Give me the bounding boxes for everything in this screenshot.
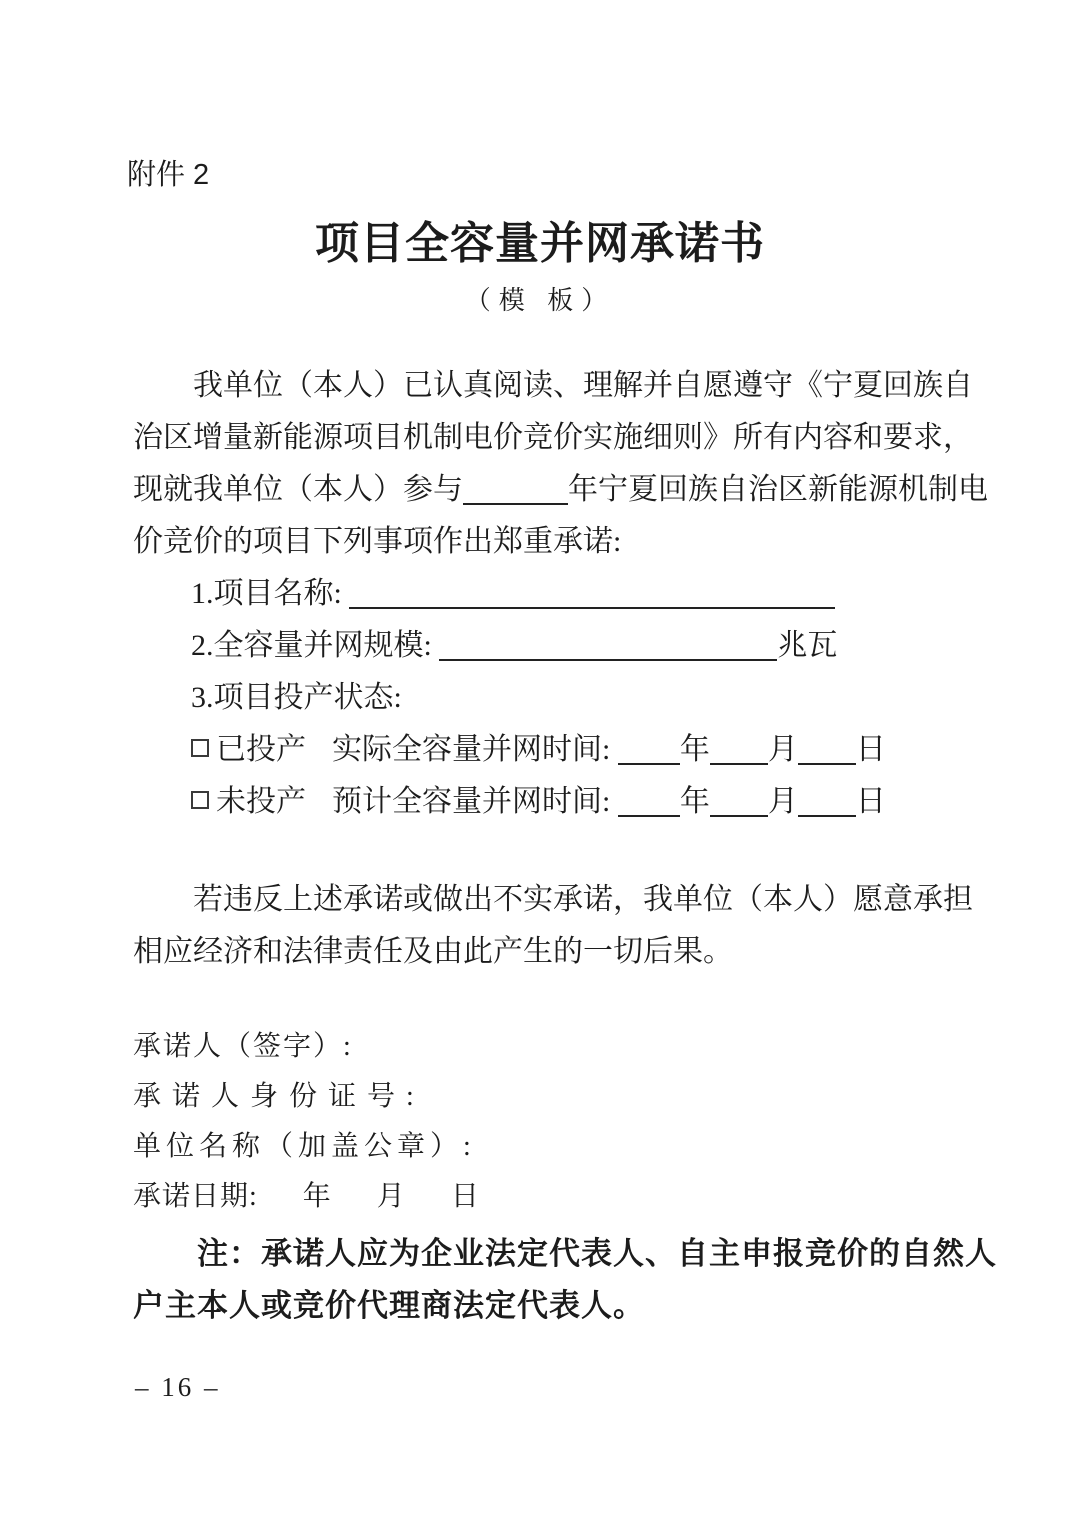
commitment-date-line [133, 1172, 953, 1222]
not-commissioned-label: 未投产 [216, 785, 306, 818]
capacity-blank-field[interactable] [439, 659, 777, 661]
signer-label: 承诺人（签字）: [133, 1031, 353, 1062]
bid-year-blank-field[interactable] [463, 503, 568, 505]
commissioned-day-blank-field[interactable] [798, 763, 856, 765]
page-subtitle: （模 板） [464, 286, 616, 315]
intro-line-3-before: 现就我单位（本人）参与 [133, 473, 463, 506]
note-line-2: 户主本人或竞价代理商法定代表人。 [133, 1288, 645, 1323]
commissioned-checkbox[interactable] [191, 739, 209, 757]
day-unit-label: 日 [855, 733, 886, 766]
item-project-name [133, 568, 953, 620]
body-text [133, 360, 988, 828]
not-commissioned-month-blank-field[interactable] [710, 815, 768, 817]
commissioned-label: 已投产 [216, 733, 306, 766]
item-capacity-label: 2.全容量并网规模: [191, 629, 432, 662]
note-line-1: 注：承诺人应为企业法定代表人、自主申报竞价的自然人 [197, 1236, 997, 1271]
year-unit-label: 年 [679, 733, 710, 766]
month-unit-label: 月 [767, 733, 798, 766]
intro-line-4: 价竞价的项目下列事项作出郑重承诺: [133, 525, 622, 558]
not-commissioned-year-blank-field[interactable] [618, 815, 680, 817]
capacity-unit-label: 兆瓦 [777, 629, 838, 662]
consequence-line-1: 若违反上述承诺或做出不实承诺，我单位（本人）愿意承担 [193, 883, 973, 916]
not-commissioned-day-blank-field[interactable] [798, 815, 856, 817]
day-unit-label: 日 [450, 1181, 480, 1212]
intro-line-2: 治区增量新能源项目机制电价竞价实施细则》所有内容和要求， [133, 421, 973, 454]
month-unit-label: 月 [767, 785, 798, 818]
attachment-label: 附件 2 [127, 159, 210, 191]
day-unit-label: 日 [855, 785, 886, 818]
project-name-blank-field[interactable] [349, 607, 835, 609]
signer-id-label: 承诺人身份证号: [133, 1081, 425, 1112]
commissioned-time-label: 实际全容量并网时间: [332, 733, 611, 766]
item-capacity [133, 620, 953, 672]
intro-line-3 [133, 464, 988, 516]
signature-block [133, 1022, 953, 1222]
status-option-commissioned [133, 724, 953, 776]
not-commissioned-checkbox[interactable] [191, 791, 209, 809]
year-unit-label: 年 [302, 1181, 332, 1212]
consequence-line-2: 相应经济和法律责任及由此产生的一切后果。 [133, 935, 733, 968]
item-project-name-label: 1.项目名称: [191, 577, 342, 610]
year-unit-label: 年 [679, 785, 710, 818]
month-unit-label: 月 [376, 1181, 406, 1212]
page-number: – 16 – [135, 1372, 221, 1402]
commissioned-year-blank-field[interactable] [618, 763, 680, 765]
org-seal-label: 单位名称（加盖公章）: [133, 1131, 476, 1162]
consequence-paragraph [133, 874, 973, 978]
commissioned-month-blank-field[interactable] [710, 763, 768, 765]
commitment-date-label: 承诺日期: [133, 1181, 258, 1212]
status-option-not-commissioned [133, 776, 953, 828]
not-commissioned-time-label: 预计全容量并网时间: [332, 785, 611, 818]
page-title: 项目全容量并网承诺书 [315, 219, 765, 268]
intro-line-1: 我单位（本人）已认真阅读、理解并自愿遵守《宁夏回族自 [193, 369, 973, 402]
intro-line-3-after: 年宁夏回族自治区新能源机制电 [568, 473, 988, 506]
item-status-label: 3.项目投产状态: [191, 681, 402, 714]
note-paragraph [133, 1228, 997, 1332]
